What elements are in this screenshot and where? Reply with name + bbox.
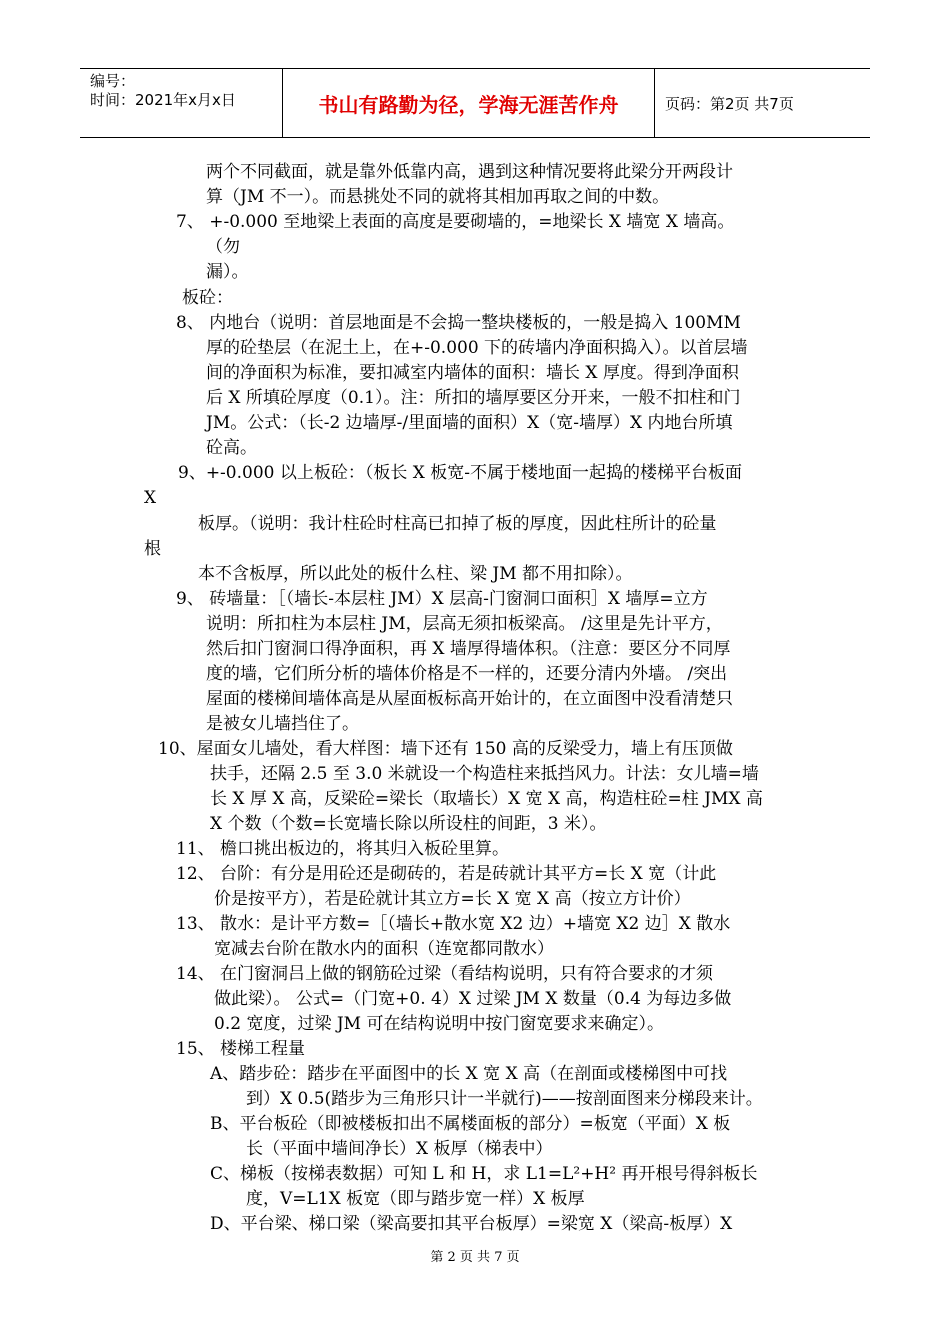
body-line: 8、 内地台（说明：首层地面是不会捣一整块楼板的，一般是捣入 100MM: [176, 313, 741, 333]
body-line: 度，V=L1X 板宽（即与踏步宽一样）X 板厚: [246, 1189, 585, 1209]
body-line: 做此梁）。 公式=（门宽+0. 4）X 过梁 JM X 数量（0.4 为每边多做: [214, 989, 732, 1009]
body-line: 10、屋面女儿墙处，看大样图：墙下还有 150 高的反梁受力，墙上有压顶做: [158, 739, 733, 759]
body-line: 板厚。（说明：我计柱砼时柱高已扣掉了板的厚度，因此柱所计的砼量: [198, 514, 717, 534]
body-line: 13、 散水：是计平方数=［（墙长+散水宽 X2 边）+墙宽 X2 边］X 散水: [176, 914, 731, 934]
body-line: 说明：所扣柱为本层柱 JM，层高无须扣板梁高。 /这里是先计平方，: [206, 614, 723, 634]
body-line: 板砼：: [182, 288, 233, 308]
page-footer: 第 2 页 共 7 页: [430, 1250, 520, 1265]
body-line: 15、 楼梯工程量: [176, 1039, 306, 1059]
body-line: 11、 檐口挑出板边的，将其归入板砼里算。: [176, 839, 510, 859]
body-line: 是被女儿墙挡住了。: [206, 714, 359, 734]
body-line: 7、 +-0.000 至地梁上表面的高度是要砌墙的，=地梁长 X 墙宽 X 墙高。: [176, 212, 735, 232]
body-line: D、平台梁、梯口梁（梁高要扣其平台板厚）=梁宽 X（梁高-板厚）X: [210, 1214, 733, 1234]
body-line: 9、+-0.000 以上板砼：（板长 X 板宽-不属于楼地面一起捣的楼梯平台板面: [178, 463, 743, 483]
body-line: X 个数（个数=长宽墙长除以所设柱的间距，3 米）。: [210, 814, 607, 834]
body-line: 根: [144, 539, 161, 559]
body-line: 长 X 厚 X 高，反梁砼=梁长（取墙长）X 宽 X 高，构造柱砼=柱 JMX 高: [210, 789, 763, 809]
body-line: C、梯板（按梯表数据）可知 L 和 H，求 L1=L²+H² 再开根号得斜板长: [210, 1164, 758, 1184]
header-motto: 书山有路勤为径，学海无涯苦作舟: [283, 69, 655, 137]
body-line: A、踏步砼：踏步在平面图中的长 X 宽 X 高（在剖面或楼梯图中可找: [210, 1064, 728, 1084]
body-line: 砼高。: [206, 438, 257, 458]
document-date-label: 时间：2021年x月x日: [90, 91, 236, 109]
body-line: 然后扣门窗洞口得净面积，再 X 墙厚得墙体积。（注意：要区分不同厚: [206, 639, 731, 659]
body-line: 14、 在门窗洞吕上做的钢筋砼过梁（看结构说明，只有符合要求的才须: [176, 964, 714, 984]
body-line: 度的墙，它们所分析的墙体价格是不一样的，还要分清内外墙。 /突出: [206, 664, 728, 684]
body-line: 间的净面积为标准，要扣减室内墙体的面积：墙长 X 厚度。得到净面积: [206, 363, 739, 383]
body-line: 本不含板厚，所以此处的板什么柱、梁 JM 都不用扣除）。: [198, 564, 633, 584]
body-line: 价是按平方），若是砼就计其立方=长 X 宽 X 高（按立方计价）: [214, 889, 691, 909]
body-line: JM。公式：（长-2 边墙厚-/里面墙的面积）X（宽-墙厚）X 内地台所填: [206, 413, 733, 433]
body-line: 12、 台阶：有分是用砼还是砌砖的，若是砖就计其平方=长 X 宽（计此: [176, 864, 717, 884]
body-line: B、平台板砼（即被楼板扣出不属楼面板的部分）=板宽（平面）X 板: [210, 1114, 731, 1134]
body-line: 9、 砖墙量：［（墙长-本层柱 JM）X 层高-门窗洞口面积］X 墙厚=立方: [176, 589, 708, 609]
body-line: 扶手，还隔 2.5 至 3.0 米就设一个构造柱来抵挡风力。计法：女儿墙=墙: [210, 764, 759, 784]
body-line: 宽减去台阶在散水内的面积（连宽都同散水）: [214, 939, 554, 959]
header-page-indicator: 页码：第2页 共7页: [665, 94, 794, 113]
body-line: 后 X 所填砼厚度（0.1）。注：所扣的墙厚要区分开来，一般不扣柱和门: [206, 388, 741, 408]
document-number-label: 编号：: [90, 72, 136, 90]
body-line: 两个不同截面，就是靠外低靠内高，遇到这种情况要将此梁分开两段计: [206, 162, 733, 182]
body-line: 算（JM 不一）。而悬挑处不同的就将其相加再取之间的中数。: [206, 187, 670, 207]
body-line: 0.2 宽度，过梁 JM 可在结构说明中按门窗宽要求来确定）。: [214, 1014, 664, 1034]
body-line: 长（平面中墙间净长）X 板厚（梯表中）: [246, 1139, 553, 1159]
body-line: 厚的砼垫层（在泥土上，在+-0.000 下的砖墙内净面积捣入）。以首层墙: [206, 338, 748, 358]
body-line: X: [144, 488, 157, 508]
body-line: （勿: [206, 237, 240, 257]
body-line: 到）X 0.5(踏步为三角形只计一半就行)——按剖面图来分梯段来计。: [246, 1089, 763, 1109]
body-line: 屋面的楼梯间墙体高是从屋面板标高开始计的，在立面图中没看清楚只: [206, 689, 733, 709]
body-line: 漏）。: [206, 262, 249, 282]
